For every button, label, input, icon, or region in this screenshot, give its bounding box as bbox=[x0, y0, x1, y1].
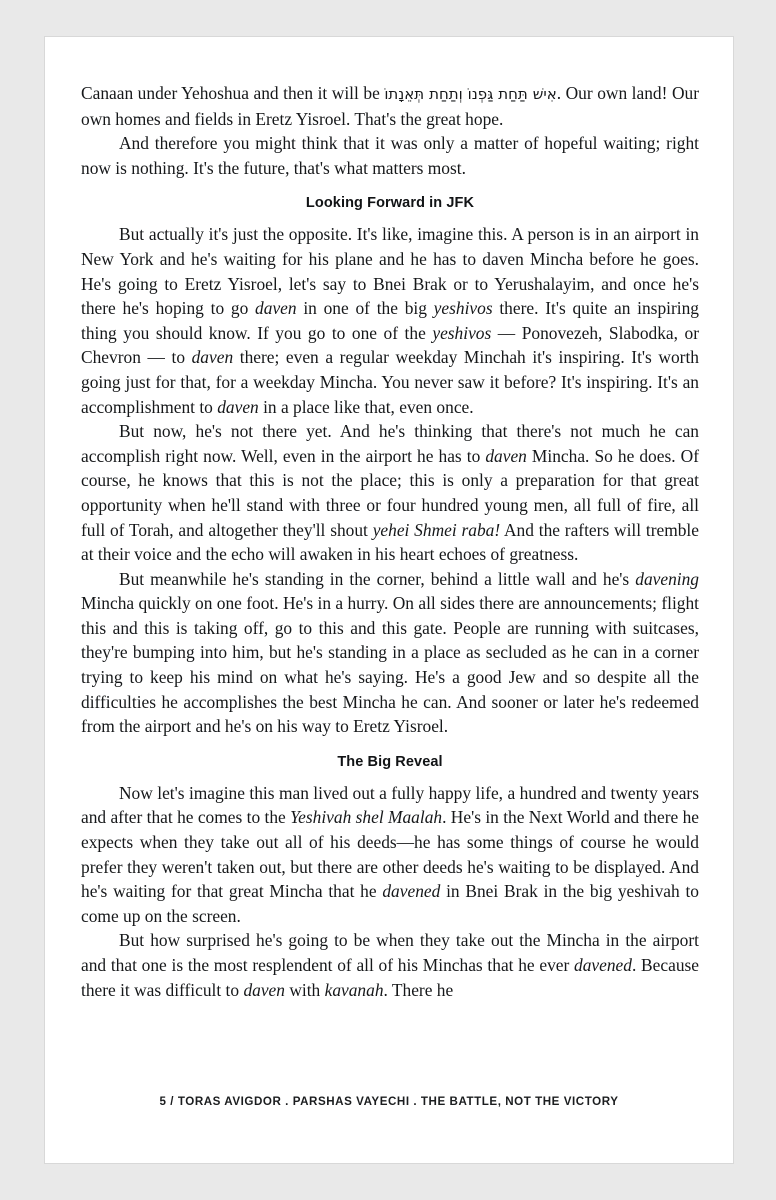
paragraph-1 bbox=[81, 81, 699, 131]
italic-davened-1: davened bbox=[382, 881, 441, 902]
paragraph-7-text-b: . Because there it was difficult to bbox=[81, 955, 699, 1000]
paragraph-3-text-c: there. It's quite an inspiring thing you should know. If you go to one of the bbox=[81, 298, 699, 343]
paragraph-5-text-a: But meanwhile he's standing in the corner, behind a little wall and he's bbox=[119, 568, 636, 589]
page-footer: 5 / TORAS AVIGDOR . PARSHAS VAYECHI . THE BATTLE, NOT THE VICTORY bbox=[159, 1095, 619, 1108]
page-content bbox=[81, 81, 699, 1002]
paragraph-4-text-c: And the rafters will tremble at their voice and the echo will awaken in his heart echoes of greatness. bbox=[81, 519, 699, 565]
paragraph-3-text-d: — Ponovezeh, Slabodka, or Chevron — to bbox=[81, 322, 699, 368]
paragraph-1-text-b: . Our own land! Our own homes and fields in Eretz Yisroel. That's the great hope. bbox=[81, 83, 699, 129]
hebrew-phrase: אִישׁ תַּחַת גַּפְנוֹ וְתַחַת תְּאֵנָתוֹ bbox=[384, 85, 557, 103]
paragraph-6-text-c: in Bnei Brak in the big yeshivah to come up on the screen. bbox=[81, 881, 699, 926]
paragraph-3-text-f: in a place like that, even once. bbox=[258, 396, 474, 417]
italic-yeshivos-2: yeshivos bbox=[432, 322, 492, 343]
italic-yeshivos-1: yeshivos bbox=[433, 298, 493, 319]
paragraph-3 bbox=[81, 222, 699, 419]
paragraph-4 bbox=[81, 419, 699, 567]
section-heading-reveal: The Big Reveal bbox=[337, 753, 443, 770]
paragraph-2: And therefore you might think that it was only a matter of hopeful waiting; right now is nothing. It's the future, that's what matters most. bbox=[81, 133, 699, 178]
section-heading-jfk: Looking Forward in JFK bbox=[305, 195, 475, 212]
paragraph-7-text-c: with bbox=[284, 979, 325, 1000]
paragraph-7-text-d: . There he bbox=[383, 979, 454, 1000]
italic-kavanah: kavanah bbox=[324, 979, 384, 1000]
italic-daven-2: daven bbox=[191, 347, 234, 368]
italic-daven-1: daven bbox=[255, 298, 297, 319]
paragraph-6-text-b: . He's in the Next World and there he expects when they take out all of his deeds—he has some things of course he would prefer they weren't taken out, but there are other deeds he's waiting to be displayed. And he's waiting for that great Mincha that he bbox=[81, 807, 699, 902]
paragraph-6 bbox=[81, 781, 699, 929]
paragraph-3-text-b: in one of the big bbox=[296, 298, 434, 319]
paragraph-1-text-a: Canaan under Yehoshua and then it will be bbox=[81, 83, 385, 103]
italic-davened-2: davened bbox=[574, 955, 632, 975]
paragraph-7 bbox=[81, 928, 699, 1002]
paragraph-4-text-a: But now, he's not there yet. And he's thinking that there's not much he can accomplish right now. Well, even in the airport he has to bbox=[81, 421, 699, 466]
italic-daven-4: daven bbox=[485, 445, 527, 466]
italic-yeshivah-shel-maalah: Yeshivah shel Maalah bbox=[290, 807, 443, 828]
italic-davening: davening bbox=[635, 568, 699, 589]
paragraph-3-text-e: there; even a regular weekday Minchah it's inspiring. It's worth going just for that, for a weekday Mincha. You never saw it before? It's inspiring. It's an accomplishment to bbox=[81, 347, 699, 417]
paragraph-5 bbox=[81, 567, 699, 739]
paragraph-3-text-a: But actually it's just the opposite. It's like, imagine this. A person is in an airport in New York and he's waiting for his plane and he has to daven Mincha before he goes. He's going to Eretz Yisroel, let's say to Bnei Brak or to Yerushalayim, and once he's there he's hoping to go bbox=[81, 224, 699, 319]
italic-daven-3: daven bbox=[217, 396, 259, 417]
italic-daven-5: daven bbox=[243, 979, 285, 1000]
paragraph-4-text-b: Mincha. So he does. Of course, he knows that this is not the place; this is only a preparation for that great opportunity when he'll stand with three or four hundred young men, all full of fire, all full of Torah, and altogether they'll shout bbox=[81, 445, 699, 540]
paragraph-5-text-b: Mincha quickly on one foot. He's in a hurry. On all sides there are announcements; flight this and this is taking off, go to this and this gate. People are running with suitcases, they're bumping into him, but he's standing in a place as secluded as he can in a corner trying to keep his mind on what he's saying. He's a good Jew and so despite all the difficulties he accomplishes the best Mincha he can. And sooner or later he's redeemed from the airport and he's on his way to Eretz Yisroel. bbox=[81, 593, 699, 737]
document-page bbox=[44, 36, 734, 1164]
italic-yehei-shmei-raba: yehei Shmei raba! bbox=[372, 519, 501, 540]
paragraph-7-text-a: But how surprised he's going to be when they take out the Mincha in the airport and that one is the most resplendent of all of his Minchas that he ever bbox=[81, 930, 699, 975]
paragraph-6-text-a: Now let's imagine this man lived out a fully happy life, a hundred and twenty years and after that he comes to the bbox=[81, 782, 699, 828]
